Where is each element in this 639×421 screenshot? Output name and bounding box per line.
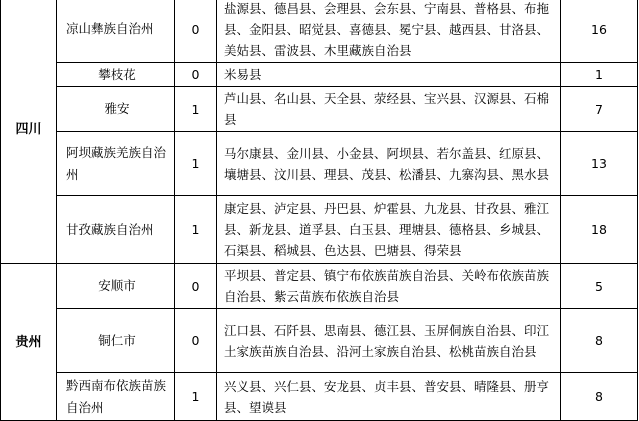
county-list-cell: 平坝县、普定县、镇宁布依族苗族自治县、关岭布依族苗族自治县、紫云苗族布依族自治县 xyxy=(217,264,561,309)
city-cell: 铜仁市 xyxy=(57,309,175,373)
table-row xyxy=(1,309,638,373)
city-cell: 凉山彝族自治州 xyxy=(57,0,175,63)
flag-cell: 1 xyxy=(175,196,217,264)
flag-cell: 0 xyxy=(175,309,217,373)
count-cell: 7 xyxy=(561,87,638,132)
table-row xyxy=(1,0,638,63)
count-cell: 5 xyxy=(561,264,638,309)
county-list-cell: 盐源县、德昌县、会理县、会东县、宁南县、普格县、布拖县、金阳县、昭觉县、喜德县、冕宁县、越西县、甘洛县、美姑县、雷波县、木里藏族自治县 xyxy=(217,0,561,63)
county-list-cell: 江口县、石阡县、思南县、德江县、玉屏侗族自治县、印江土家族苗族自治县、沿河土家族自治县、松桃苗族自治县 xyxy=(217,309,561,373)
county-list-cell: 兴义县、兴仁县、安龙县、贞丰县、普安县、晴隆县、册亨县、望谟县 xyxy=(217,373,561,421)
flag-cell: 1 xyxy=(175,373,217,421)
city-cell: 甘孜藏族自治州 xyxy=(57,196,175,264)
flag-cell: 1 xyxy=(175,132,217,196)
county-list-cell: 康定县、泸定县、丹巴县、炉霍县、九龙县、甘孜县、雅江县、新龙县、道孚县、白玉县、理塘县、德格县、乡城县、石渠县、稻城县、色达县、巴塘县、得荣县 xyxy=(217,196,561,264)
city-cell: 攀枝花 xyxy=(57,63,175,87)
city-cell: 安顺市 xyxy=(57,264,175,309)
table-row xyxy=(1,87,638,132)
count-cell: 8 xyxy=(561,309,638,373)
count-cell: 13 xyxy=(561,132,638,196)
flag-cell: 0 xyxy=(175,0,217,63)
table-row xyxy=(1,132,638,196)
flag-cell: 1 xyxy=(175,87,217,132)
county-list-cell: 马尔康县、金川县、小金县、阿坝县、若尔盖县、红原县、壤塘县、汶川县、理县、茂县、松潘县、九寨沟县、黑水县 xyxy=(217,132,561,196)
count-cell: 18 xyxy=(561,196,638,264)
city-cell: 阿坝藏族羌族自治州 xyxy=(57,132,175,196)
city-cell: 雅安 xyxy=(57,87,175,132)
city-cell: 黔西南布依族苗族自治州 xyxy=(57,373,175,421)
county-list-cell: 米易县 xyxy=(217,63,561,87)
table-row xyxy=(1,373,638,421)
count-cell: 8 xyxy=(561,373,638,421)
flag-cell: 0 xyxy=(175,264,217,309)
count-cell: 16 xyxy=(561,0,638,63)
county-list-cell: 芦山县、名山县、天全县、荥经县、宝兴县、汉源县、石棉县 xyxy=(217,87,561,132)
count-cell: 1 xyxy=(561,63,638,87)
table-row xyxy=(1,196,638,264)
table-row xyxy=(1,264,638,309)
province-cell: 贵州 xyxy=(1,264,57,421)
province-cell: 四川 xyxy=(1,0,57,264)
table-row xyxy=(1,63,638,87)
flag-cell: 0 xyxy=(175,63,217,87)
